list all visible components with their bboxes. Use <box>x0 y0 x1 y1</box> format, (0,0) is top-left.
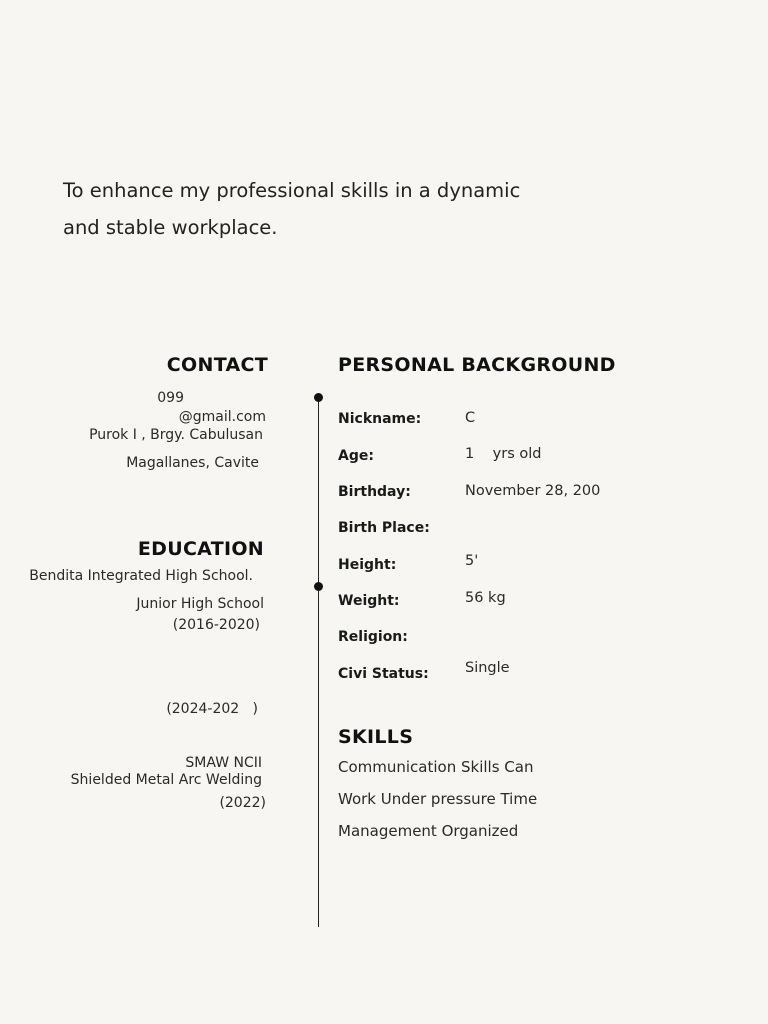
personal-background-heading: PERSONAL BACKGROUND <box>338 354 616 376</box>
nickname-label: Nickname: <box>338 411 422 427</box>
age-label: Age: <box>338 448 374 464</box>
skills-line-1: Communication Skills Can <box>338 758 534 776</box>
certificate-name: SMAW NCII <box>185 755 262 771</box>
contact-address-line-1: Purok I , Brgy. Cabulusan <box>89 427 263 443</box>
timeline-line <box>318 397 320 927</box>
nickname-value: C <box>465 410 476 426</box>
civil-status-label: Civi Status: <box>338 666 429 682</box>
weight-value: 56 kg <box>465 590 506 606</box>
education-school: Bendita Integrated High School. <box>29 568 253 584</box>
contact-heading: CONTACT <box>166 354 268 376</box>
certificate-year: (2022) <box>219 795 266 811</box>
birthday-label: Birthday: <box>338 484 411 500</box>
contact-address-line-2: Magallanes, Cavite <box>126 455 259 471</box>
objective-line-1: To enhance my professional skills in a dynamic <box>63 179 521 202</box>
education-years-2: (2024-202 ) <box>166 701 258 717</box>
education-heading: EDUCATION <box>137 538 264 560</box>
skills-line-2: Work Under pressure Time <box>338 790 538 808</box>
career-objective <box>63 172 623 246</box>
religion-label: Religion: <box>338 629 408 645</box>
civil-status-value: Single <box>465 660 510 676</box>
contact-email: @gmail.com <box>178 409 266 425</box>
objective-line-2: and stable workplace. <box>63 216 278 239</box>
certificate-description: Shielded Metal Arc Welding <box>70 772 262 788</box>
skills-heading: SKILLS <box>338 726 414 748</box>
timeline-dot <box>314 582 323 591</box>
skills-line-3: Management Organized <box>338 822 519 840</box>
height-label: Height: <box>338 557 397 573</box>
birth-place-label: Birth Place: <box>338 520 430 536</box>
age-value: 1 yrs old <box>465 446 542 462</box>
education-level: Junior High School <box>136 596 264 612</box>
birthday-value: November 28, 200 <box>465 483 601 499</box>
weight-label: Weight: <box>338 593 400 609</box>
education-years-1: (2016-2020) <box>172 617 260 633</box>
contact-phone: 099 <box>157 390 184 406</box>
timeline-dot <box>314 393 323 402</box>
height-value: 5' <box>465 553 479 569</box>
